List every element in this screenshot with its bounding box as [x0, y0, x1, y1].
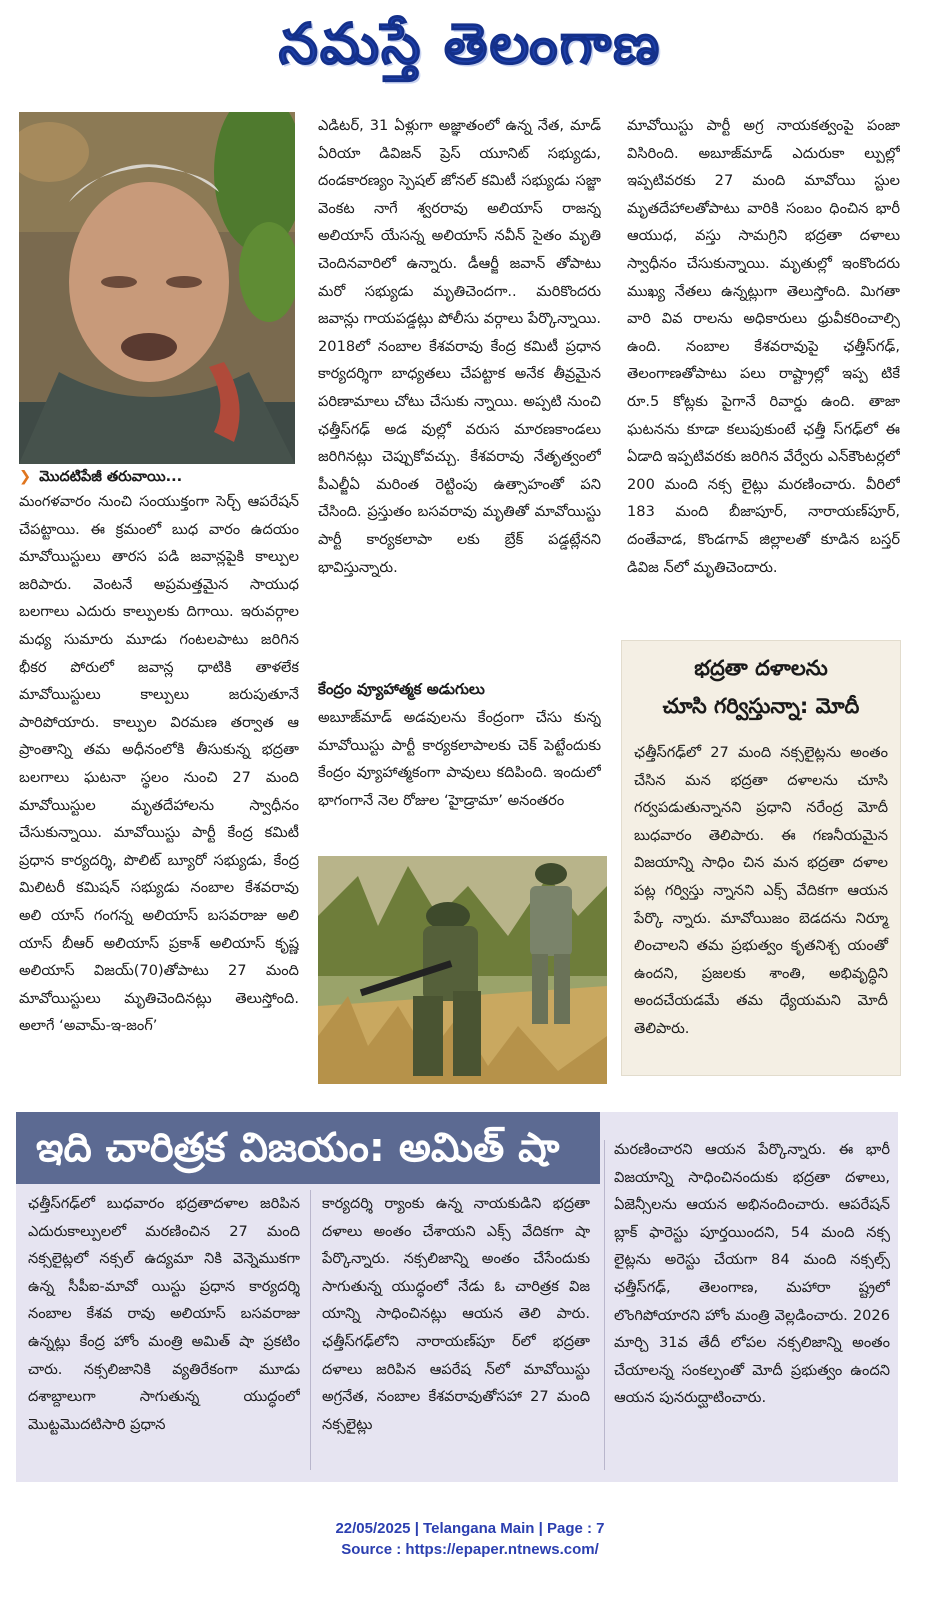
article-column-3 [627, 112, 900, 624]
paragraph: ఛత్తీస్‌గఢ్‌లో బుధవారం భద్రతాదళాల జరిపిన ఎదురుకాల్పులలో మరణించిన 27 మంది నక్సలైట్లలో నక్సల్ ఉద్యమా నికి వెన్నెముకగా ఉన్న సీపీఐ-మావో యిస్టు ప్రధాన కార్యదర్శి నంబాల కేశవ రావు అలియాస్ బసవరాజు ఉన్నట్లు కేంద్ర హోం మంత్రి అమిత్ షా ప్రకటిం చారు. నక్సలిజానికి వ్యతిరేకంగా మూడు దశాబ్దాలుగా సాగుతున్న యుద్ధంలో మొట్టమొదటిసారి ప్రధాన [28, 1195, 300, 1433]
article-column-2 [318, 112, 601, 664]
paragraph: అబూజ్‌మాడ్ అడవులను కేంద్రంగా చేసు కున్న మావోయిస్టు పార్టీ కార్యకలాపాలకు చెక్ పెట్టేందుకు కేంద్రం వ్యూహాత్మకంగా పావులు కదిపింది. ఇందులో భాగంగానే నెల రోజుల ‘హైడ్రామా’ అనంతరం [318, 709, 601, 809]
paragraph: ఎడిటర్, 31 ఏళ్లుగా అజ్ఞాతంలో ఉన్న నేత, మాడ్ ఏరియా డివిజన్ ప్రెస్ యూనిట్ సభ్యుడు, దండకారణ్యం స్పెషల్ జోనల్ కమిటీ సభ్యుడు సజ్జా వెంకట నాగే శ్వరరావు అలియాస్ రాజన్న అలియాస్ యేసన్న అలియాస్ నవీన్ సైతం మృతి చెందినవారిలో ఉన్నారు. డీఆర్జీ జవాన్ తోపాటు మరో సభ్యుడు మృతిచెందగా.. మరికొందరు జవాన్లు గాయపడ్డట్లు పోలీసు వర్గాలు పేర్కొన్నాయి. 2018లో నంబాల కేశవరావు కేంద్ర కమిటీ ప్రధాన కార్యదర్శిగా బాధ్యతలు చేపట్టాక అనేక తీవ్రమైన పరిణామాలు చోటు చేసుకు న్నాయి. అప్పటి నుంచి ఛత్తీస్‌గఢ్ అడ వుల్లో వరుస మారణకాండలు జరిగినట్లు చెప్పుకోవచ్చు. కేశవరావు నేతృత్వంలో పీఎల్జీఏ మరింత రెట్టింపు ఉత్సాహంతో పని చేసింది. ప్రస్తుతం బసవరావు మృతితో మావోయిస్టు పార్టీ కార్యకలాపా లకు బ్రేక్ పడ్డట్లేనని భావిస్తున్నారు. [318, 117, 601, 576]
column-divider [310, 1190, 311, 1470]
newspaper-title: నమస్తే తెలంగాణ [278, 12, 662, 77]
paragraph: మావోయిస్టు పార్టీ అగ్ర నాయకత్వంపై పంజా విసిరింది. అబూజ్‌మాడ్ ఎదురుకా ల్పుల్లో ఇప్పటివరకు 27 మంది మావోయి స్టుల మృతదేహాలతోపాటు వారికి సంబం ధించిన భారీ ఆయుధ, వస్తు సామగ్రిని భద్రతా దళాలు స్వాధీనం చేసుకున్నాయి. మృతుల్లో ఇంకొందరు ముఖ్య నేతలు ఉన్నట్లుగా తెలుస్తోంది. మిగతా వారి వివ రాలను అధికారులు ధ్రువీకరించాల్సి ఉంది. నంబాల కేశవరావుపై ఛత్తీస్‌గఢ్, తెలంగాణతోపాటు పలు రాష్ట్రాల్లో ఇప్ప టికే రూ.5 కోట్లకు పైగానే రివార్డు ఉంది. తాజా ఘటనను కూడా కలుపుకుంటే ఛత్తీ స్‌గఢ్‌లో ఈ ఏడాది ఇప్పటివరకు జరిగిన వేర్వేరు ఎన్‌కౌంటర్లలో 200 మంది నక్స లైట్లు మరణించారు. వీరిలో 183 మంది బీజాపూర్, నారాయణ్‌పూర్, దంతేవాడ, కొండగావ్ జిల్లాలతో కూడిన బస్తర్ డివిజ న్‌లో మృతిచెందారు. [627, 117, 900, 576]
story-column-3 [614, 1136, 890, 1470]
portrait-photo [19, 112, 295, 464]
paragraph: మరణించారని ఆయన పేర్కొన్నారు. ఈ భారీ విజయాన్ని సాధించినందుకు భద్రతా దళాలు, ఏజెన్సీలను ఆయన అభినందించారు. ఆపరేషన్ బ్లాక్ ఫారెస్టు పూర్తయిందని, 54 మంది నక్స లైట్లను అరెస్టు చేయగా 84 మంది నక్సల్స్ ఛత్తీస్‌గఢ్, తెలంగాణ, మహారా ష్ట్రలో లొంగిపోయారని హోం మంత్రి వెల్లడించారు. 2026 మార్చి 31వ తేదీ లోపల నక్సలిజాన్ని అంతం చేయాలన్న సంకల్పంతో మోదీ ప్రభుత్వం ఉందని ఆయన పునరుద్ఘాటించారు. [614, 1141, 890, 1407]
subheading: కేంద్రం వ్యూహాత్మక అడుగులు [318, 680, 485, 698]
sidebar-body [622, 725, 900, 1079]
kicker-label: మొదటిపేజీ తరువాయి... [39, 469, 183, 485]
story-column-1 [28, 1190, 300, 1470]
story-banner-headline: ఇది చారిత్రక విజయం: అమిత్ షా [16, 1112, 600, 1184]
continuation-kicker [19, 466, 299, 488]
sidebar-headline-line-2: చూసి గర్విస్తున్నా: మోదీ [662, 694, 860, 718]
sidebar-headline-line-1: భద్రతా దళాలను [694, 656, 828, 680]
sidebar-box [621, 640, 901, 1076]
paragraph: కార్యదర్శి ర్యాంకు ఉన్న నాయకుడిని భద్రతా దళాలు అంతం చేశాయని ఎక్స్ వేదికగా షా పేర్కొన్నారు. నక్సలిజాన్ని అంతం చేసేందుకు సాగుతున్న యుద్ధంలో నేడు ఓ చారిత్రక విజ యాన్ని సాధించినట్లు ఆయన తెలి పారు. ఛత్తీస్‌గఢ్‌లోని నారాయణ్‌పూ ర్‌లో భద్రతా దళాలు జరిపిన ఆపరేష న్‌లో మావోయిస్టు అగ్రనేత, నంబాల కేశవరావుతోసహా 27 మంది నక్సలైట్లు [322, 1195, 590, 1433]
article-column-2-continued [318, 704, 601, 844]
article-column-1 [19, 488, 299, 1084]
page-footer [0, 1518, 940, 1560]
paragraph: ఛత్తీస్‌గఢ్‌లో 27 మంది నక్సలైట్లను అంతం చేసిన మన భద్రతా దళాలను చూసి గర్వపడుతున్నానని ప్రధాని నరేంద్ర మోదీ బుధవారం తెలిపారు. ఈ గణనీయమైన విజయాన్ని సాధిం చిన మన భద్రతా దళాల పట్ల గర్విస్తు న్నానని ఎక్స్ వేదికగా ఆయన పేర్కొ న్నారు. మావోయిజం బెడదను నిర్మూ లించాలని తమ ప్రభుత్వం కృతనిశ్చ యంతో ఉందని, ప్రజలకు శాంతి, అభివృద్ధిని అందచేయడమే తమ ధ్యేయమని మోదీ తెలిపారు. [634, 744, 888, 1037]
column-divider [604, 1140, 605, 1470]
chevron-right-icon: ❯ [19, 469, 32, 485]
paragraph: మంగళవారం నుంచి సంయుక్తంగా సెర్చ్ ఆపరేషన్ చేపట్టాయి. ఈ క్రమంలో బుధ వారం ఉదయం మావోయిస్టులు తారస పడి జవాన్లపైకి కాల్పుల జరిపారు. వెంటనే అప్రమత్తమైన సాయుధ బలగాలు ఎదురు కాల్పులకు దిగాయి. ఇరువర్గాల మధ్య సుమారు మూడు గంటలపాటు జరిగిన భీకర పోరులో జవాన్ల ధాటికి తాళలేక మావోయిస్టులు కాల్పులు జరుపుతూనే పారిపోయారు. కాల్పుల విరమణ తర్వాత ఆ ప్రాంతాన్ని తమ అధీనంలోకి తీసుకున్న భద్రతా బలగాలు ఘటనా స్థలం నుంచి 27 మంది మావోయిస్టుల మృతదేహాలను స్వాధీనం చేసుకున్నాయి. మావోయిస్టు పార్టీ కేంద్ర కమిటీ ప్రధాన కార్యదర్శి, పొలిట్ బ్యూరో సభ్యుడు, కేంద్ర మిలిటరీ కమిషన్ సభ్యుడు నంబాల కేశవరావు అలి యాస్ గంగన్న అలియాస్ బసవరాజు అలి యాస్ బీఆర్ అలియాస్ ప్రకాశ్ అలియాస్ కృష్ణ అలియాస్ విజయ్(70)తోపాటు 27 మంది మావోయిస్టులు మృతిచెందినట్లు తెలుస్తోంది. అలాగే ‘అవామ్-ఇ-జంగ్’ [19, 493, 299, 1035]
story-column-2 [322, 1190, 590, 1470]
masthead [0, 0, 940, 100]
footer-date-edition: 22/05/2025 | Telangana Main | Page : 7 [335, 1520, 605, 1537]
footer-source: Source : https://epaper.ntnews.com/ [341, 1541, 599, 1558]
sidebar-headline [622, 649, 900, 725]
soldiers-photo [318, 856, 607, 1084]
